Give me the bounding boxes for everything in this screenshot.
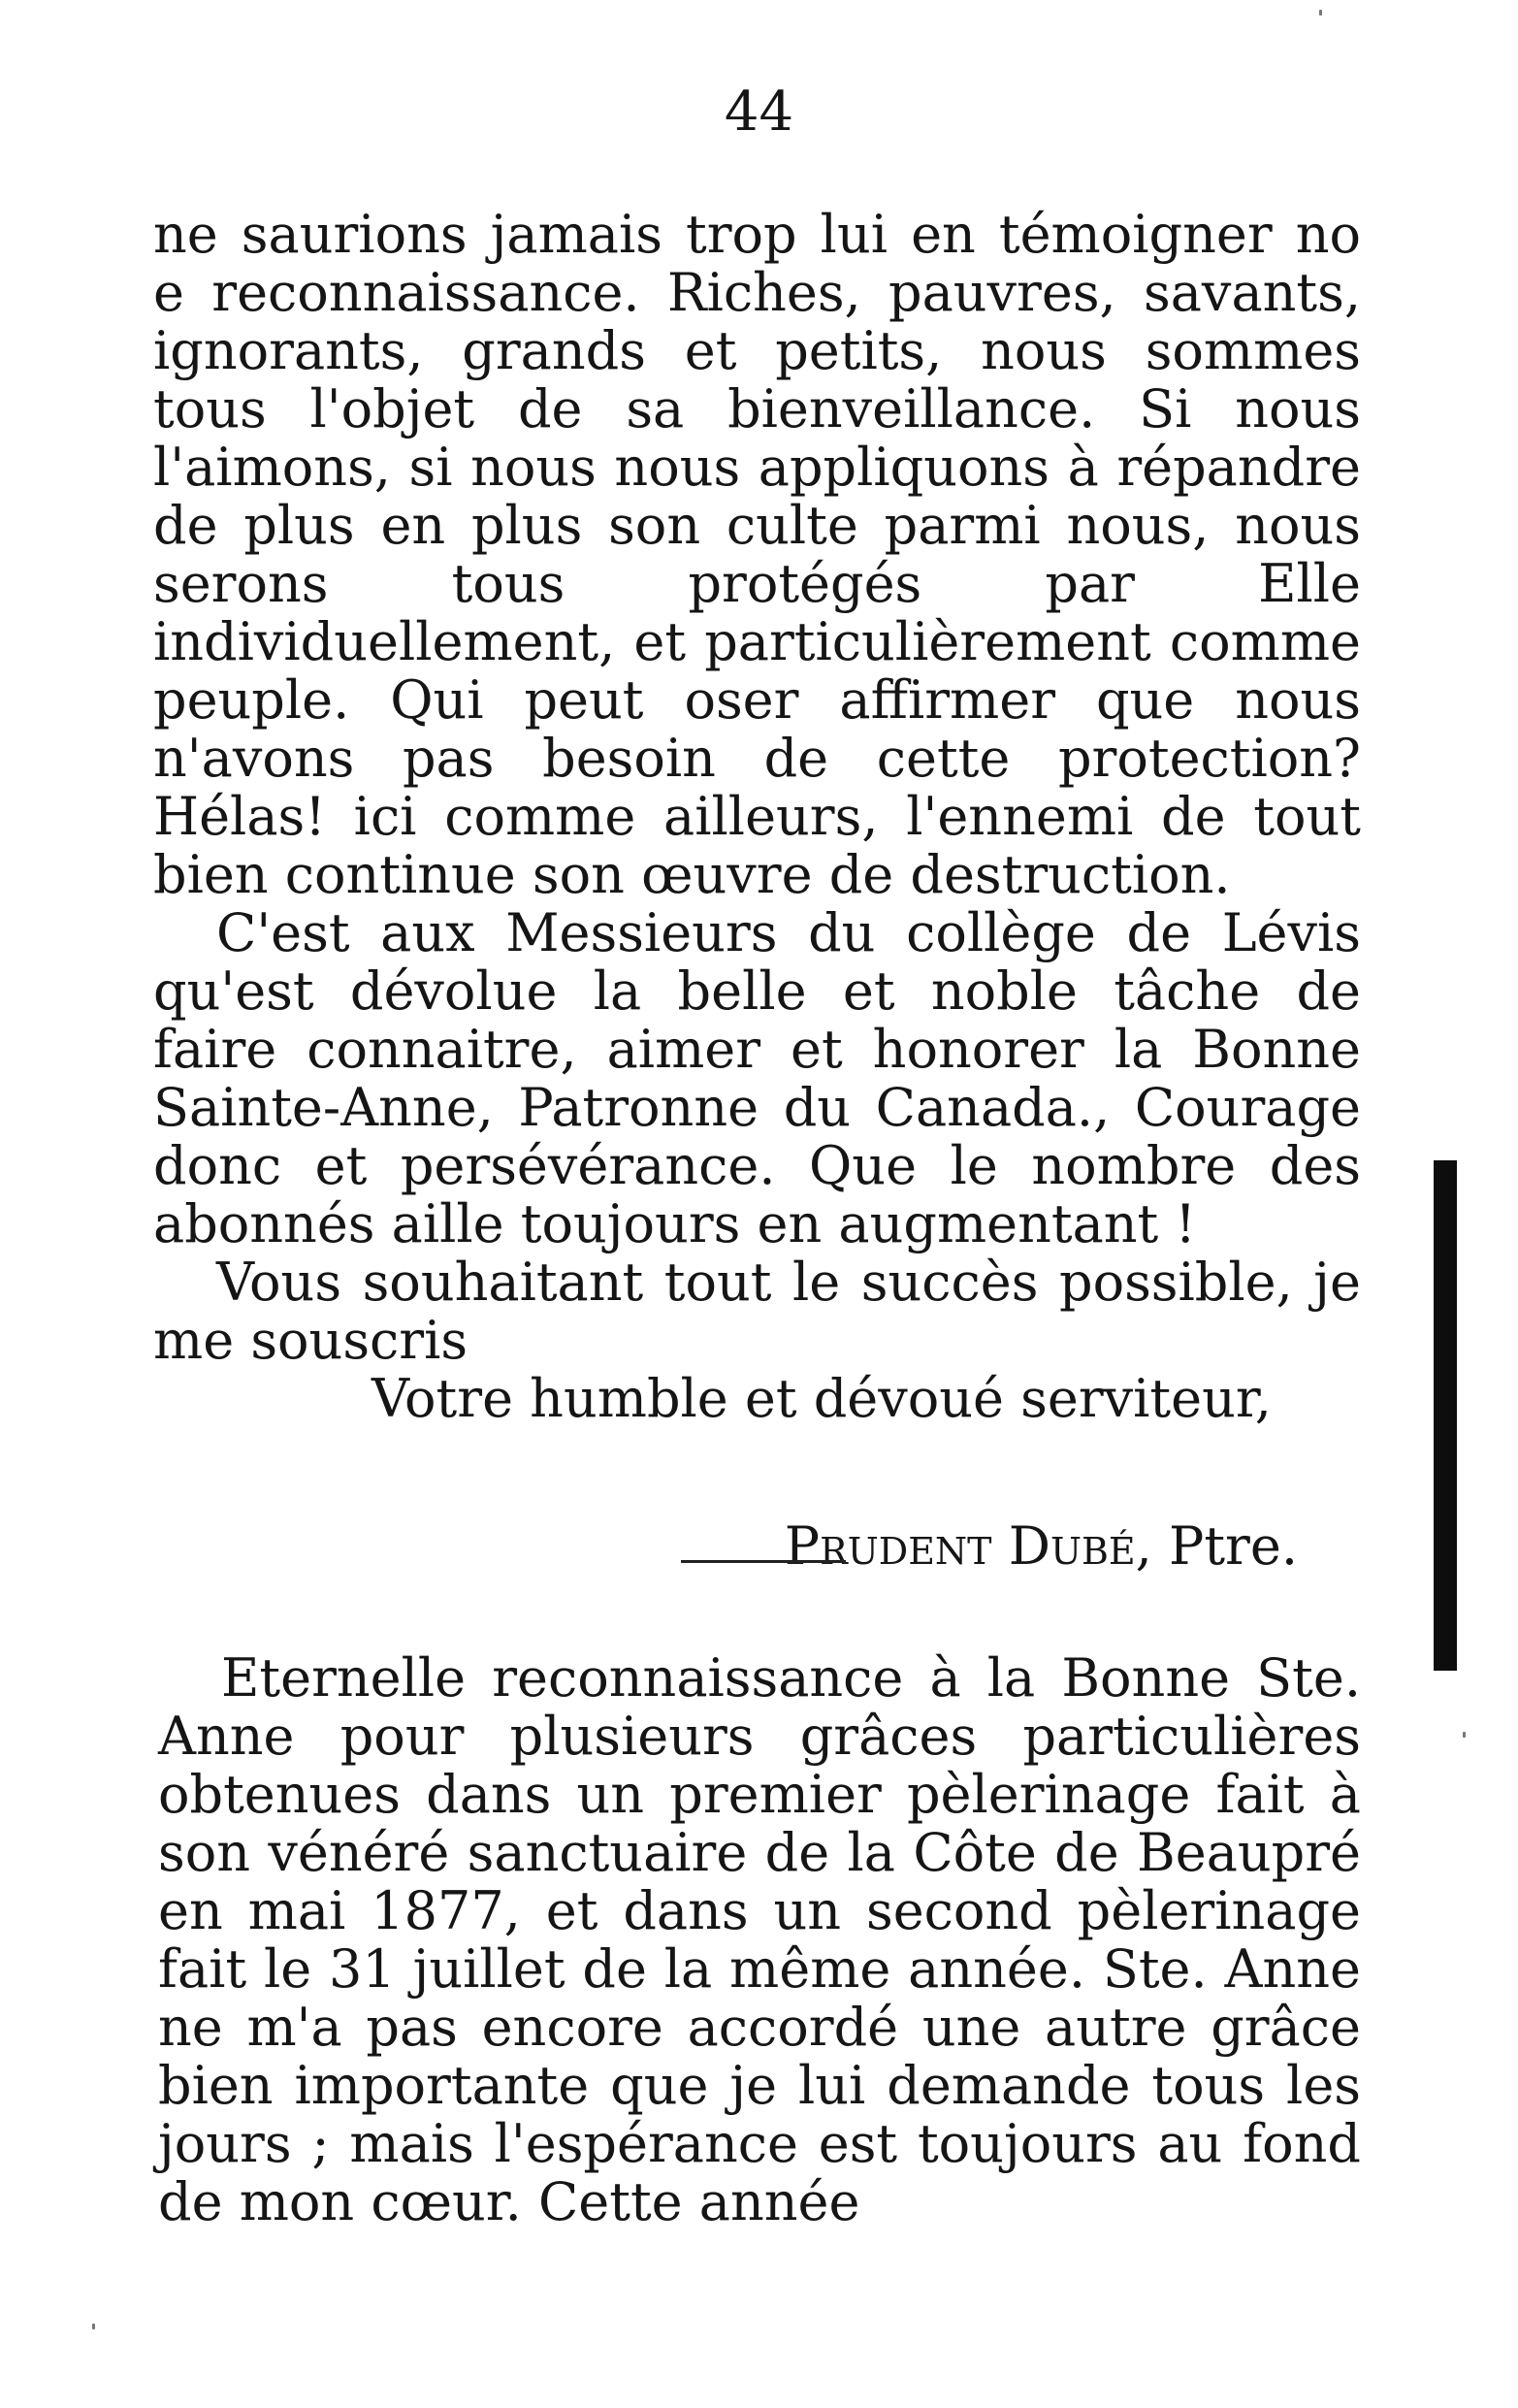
signature-title: Ptre. — [1169, 1515, 1298, 1577]
testimony-paragraph: Eternelle reconnaissance à la Bonne Ste. Anne pour plusieurs grâces particulières obtenues dans un premier pèlerinage fait à son vénéré sanctuaire de la Côte de Beaupré en mai 1877, et dans un second pèlerinage fait le 31 juillet de la même année. Ste. Anne ne m'a pas encore accordé une autre grâce bien importante que je lui demande tous les jours ; mais l'espérance est toujours au fond de mon cœur. Cette année — [158, 1647, 1361, 2232]
letter-section — [153, 206, 1361, 1576]
letter-closing: Votre humble et dévoué serviteur, — [371, 1368, 1272, 1429]
scan-margin-bar — [1434, 1160, 1457, 1671]
scan-speck — [1463, 1732, 1466, 1738]
letter-signature — [153, 1517, 1361, 1576]
section-separator — [681, 1560, 846, 1563]
letter-paragraph-2: C'est aux Messieurs du collège de Lévis qu'est dévolue la belle et noble tâche de faire connaitre, aimer et honorer la Bonne Sainte-Anne, Patronne du Canada., Courage donc et persévérance. Que le nombre des abonnés aille toujours en augmentant ! — [153, 902, 1361, 1254]
scan-speck — [92, 2324, 95, 2329]
letter-paragraph-1: ne saurions jamais trop lui en témoigner no e reconnaissance. Riches, pauvres, savants, ignorants, grands et petits, nous sommes tous l'objet de sa bienveillance. Si nous l'aimons, si nous nous appliquons à répandre de plus en plus son culte parmi nous, nous serons tous protégés par Elle individuellement, et particulièrement comme peuple. Qui peut oser affirmer que nous n'avons pas besoin de cette protection? Hélas! ici comme ailleurs, l'ennemi de tout bien continue son œuvre de destruction. — [153, 204, 1361, 905]
signature-name: Prudent Dubé, — [784, 1515, 1152, 1577]
scan-speck — [1319, 10, 1322, 16]
testimony-section — [158, 1649, 1361, 2231]
letter-paragraph-3: Vous souhaitant tout le succès possible, je me souscris — [153, 1252, 1361, 1371]
page-number: 44 — [724, 81, 794, 144]
